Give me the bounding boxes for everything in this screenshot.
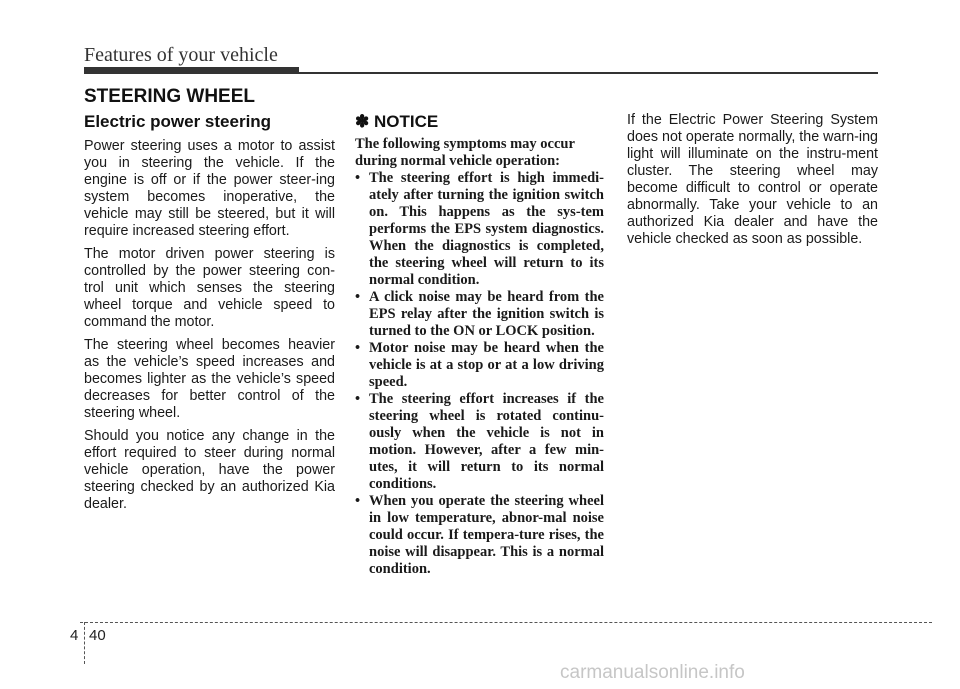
paragraph: Power steering uses a motor to assist you in steering the vehicle. If the engine is off or if the power steer-ing system becomes inoperative, the vehicle may still be steered, but it will require increased steering effort. [84, 138, 335, 239]
notice-item-text: A click noise may be heard from the EPS relay after the ignition switch is turned to the ON or LOCK position. [369, 289, 604, 339]
paragraph: The steering wheel becomes heavier as the vehicle’s speed increases and becomes lighter as the vehicle’s speed decreases for better control of the steering wheel. [84, 337, 335, 421]
footer-rule [80, 622, 932, 623]
bullet-icon: • [355, 391, 361, 407]
notice-box [355, 112, 604, 578]
bullet-icon: • [355, 340, 361, 356]
notice-item [355, 289, 604, 340]
watermark-text: carmanualsonline.info [560, 662, 745, 683]
notice-item [355, 391, 604, 493]
notice-item [355, 340, 604, 391]
notice-item [355, 170, 604, 289]
footer-divider [84, 622, 85, 664]
header-rule [84, 72, 878, 74]
notice-heading: ✽ NOTICE [355, 112, 439, 131]
notice-item-text: The steering effort increases if the steering wheel is rotated continu-ously when the vehicle is not in motion. However, after a few min-utes, it will return to its normal conditions. [369, 391, 604, 492]
column-eps-warning [627, 112, 878, 254]
paragraph: Should you notice any change in the effort required to steer during normal vehicle operation, have the power steering checked by an authorized Kia dealer. [84, 428, 335, 512]
bullet-icon: • [355, 493, 361, 509]
bullet-icon: • [355, 170, 361, 186]
bullet-icon: • [355, 289, 361, 305]
paragraph: If the Electric Power Steering System does not operate normally, the warn-ing light will illuminate on the instru-ment cluster. The steering wheel may become difficult to control or operate abnormally. Take your vehicle to an authorized Kia dealer and have the vehicle checked as soon as possible. [627, 112, 878, 247]
notice-list [355, 170, 604, 578]
subheading-electric-power-steering: Electric power steering [84, 112, 272, 131]
section-title: STEERING WHEEL [84, 86, 256, 107]
page-header-title: Features of your vehicle [84, 44, 278, 66]
notice-item-text: The steering effort is high immedi-ately after turning the ignition switch on. This happens as the sys-tem performs the EPS system diagnostics. When the diagnostics is completed, the steering wheel will return to its normal condition. [369, 170, 604, 288]
column-electric-power-steering [84, 112, 335, 519]
page-number: 40 [89, 627, 106, 644]
notice-intro: The following symptoms may occur during normal vehicle operation: [355, 136, 575, 169]
chapter-number: 4 [70, 627, 79, 644]
paragraph: The motor driven power steering is controlled by the power steering con-trol unit which senses the steering wheel torque and vehicle speed to command the motor. [84, 246, 335, 330]
notice-item-text: When you operate the steering wheel in low temperature, abnor-mal noise could occur. If tempera-ture rises, the noise will disappear. This is a normal condition. [369, 493, 604, 577]
notice-item-text: Motor noise may be heard when the vehicle is at a stop or at a low driving speed. [369, 340, 604, 390]
notice-item [355, 493, 604, 578]
